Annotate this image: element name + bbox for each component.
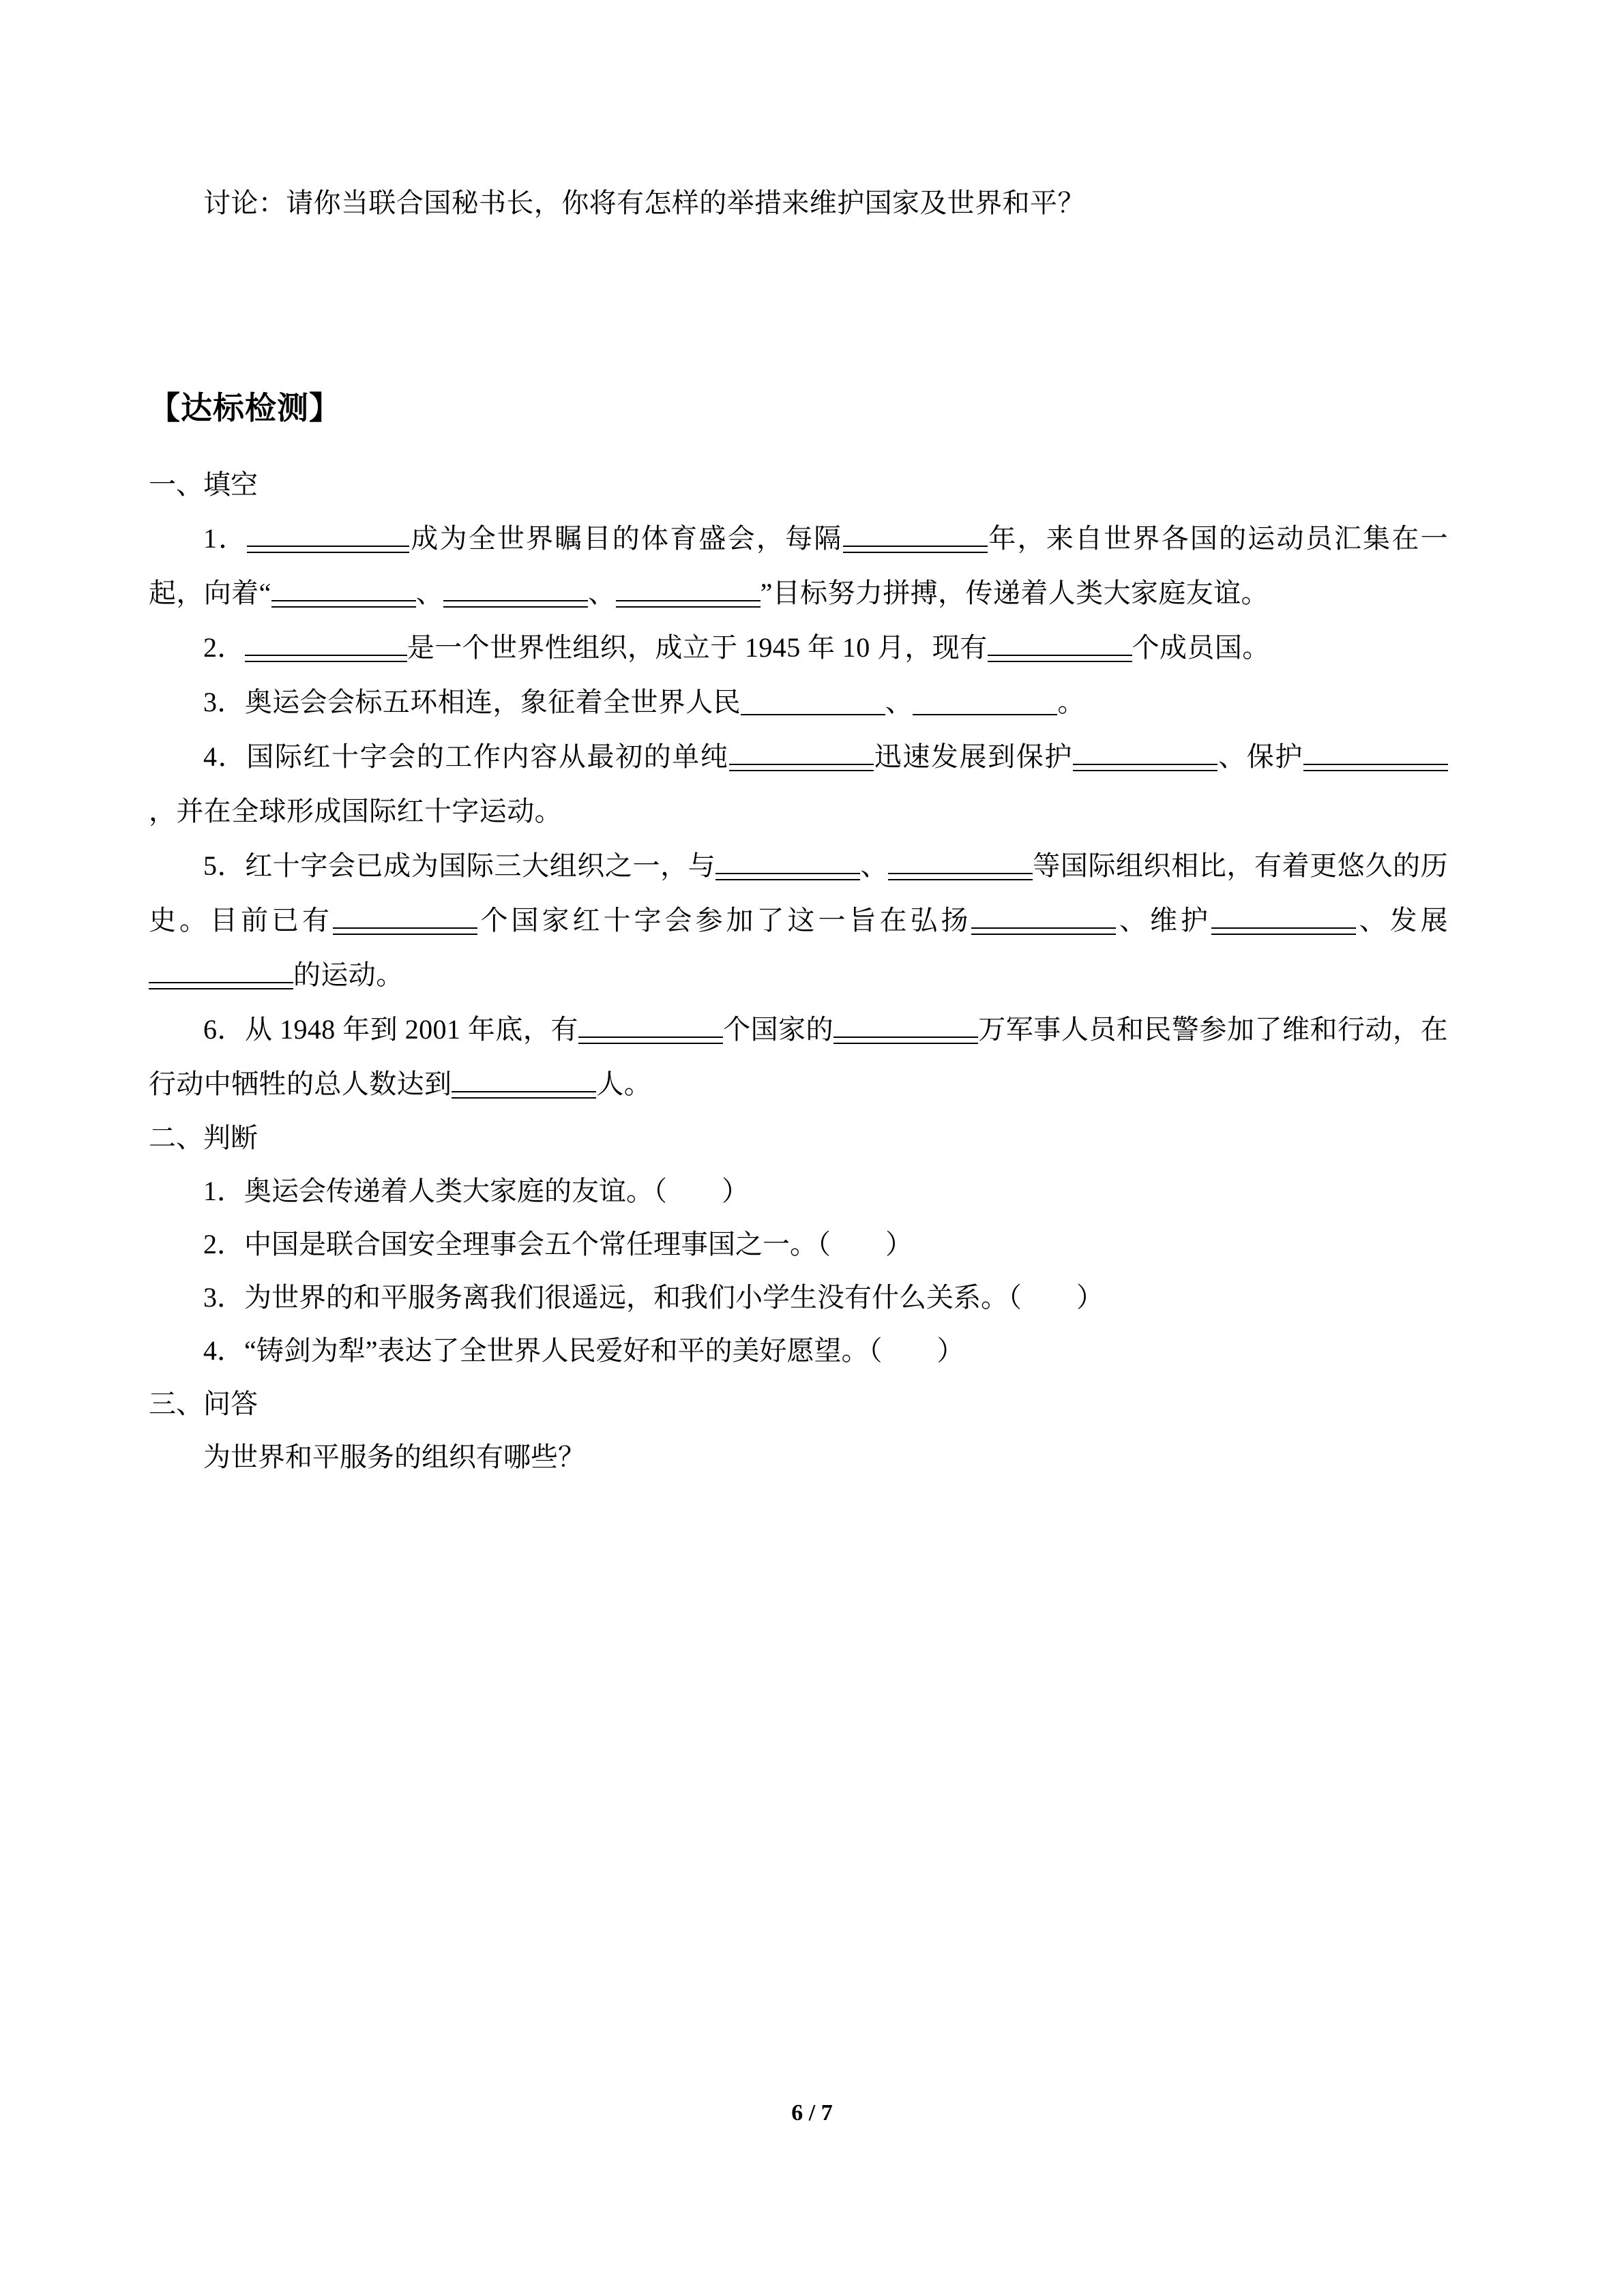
q3-text-3: 。 — [1057, 687, 1085, 717]
q6-blank-2[interactable] — [833, 1011, 978, 1039]
q3-text-2: 、 — [885, 687, 913, 717]
fill-in-question-5 — [149, 839, 1448, 1002]
q3-text-1: 奥运会会标五环相连，象征着全世界人民 — [244, 687, 741, 717]
heading-gap — [149, 434, 1448, 458]
q1-text-2: 年，来自世界各国的运动员汇集在一起，向着“ — [149, 523, 1448, 608]
q1-text-1: 成为全世界瞩目的体育盛会，每隔 — [409, 523, 843, 554]
fill-in-question-6 — [149, 1002, 1448, 1112]
q2-blank-2[interactable] — [988, 629, 1132, 657]
q5-number: 5． — [203, 850, 246, 881]
section-label-short-answer: 三、问答 — [149, 1388, 258, 1419]
q6-text-4: 人。 — [596, 1069, 652, 1099]
q5-text-1: 红十字会已成为国际三大组织之一，与 — [245, 850, 716, 881]
q2-text-1: 是一个世界性组织，成立于 1945 年 10 月，现有 — [407, 632, 988, 663]
q4-text-2: 迅速发展到保护 — [873, 741, 1073, 772]
exam-heading: 【达标检测】 — [149, 391, 341, 426]
page-number: 6 / 7 — [791, 2100, 833, 2126]
q4-blank-1[interactable] — [729, 739, 874, 766]
q5-blank-2[interactable] — [888, 848, 1033, 875]
q4-text-3: 、保护 — [1217, 741, 1303, 772]
fill-in-question-3 — [149, 675, 1448, 730]
q2-blank-1[interactable] — [245, 629, 407, 657]
q5-text-6: 、发展 — [1356, 905, 1449, 936]
fill-in-question-1 — [149, 511, 1448, 621]
q1-blank-3[interactable] — [271, 575, 416, 602]
q1-blank-5[interactable] — [616, 575, 761, 602]
q1-text-5: ”目标努力拼搏，传递着人类大家庭友谊。 — [760, 578, 1269, 608]
q1-number: 1． — [203, 523, 248, 554]
q5-blank-3[interactable] — [333, 902, 477, 929]
q4-blank-2[interactable] — [1073, 739, 1217, 766]
q5-text-7: 的运动。 — [293, 959, 404, 990]
q5-blank-4[interactable] — [971, 902, 1116, 929]
section-label-fill-in: 一、填空 — [149, 469, 258, 500]
discussion-prompt: 讨论：请你当联合国秘书长，你将有怎样的举措来维护国家及世界和平？ — [203, 188, 1085, 218]
q5-blank-6[interactable] — [149, 957, 293, 984]
q1-text-4: 、 — [588, 578, 616, 608]
short-answer-item-1: 为世界和平服务的组织有哪些？ — [203, 1442, 585, 1472]
q4-text-1: 国际红十字会的工作内容从最初的单纯 — [246, 741, 729, 772]
q3-number: 3． — [203, 687, 245, 717]
true-false-item-3: 3．为世界的和平服务离我们很遥远，和我们小学生没有什么关系。（ ） — [203, 1282, 1104, 1313]
section-label-true-false: 二、判断 — [149, 1122, 258, 1153]
fill-in-question-2 — [149, 621, 1448, 675]
top-spacer — [149, 0, 1448, 176]
q6-text-1: 从 1948 年到 2001 年底，有 — [245, 1014, 578, 1045]
q1-blank-4[interactable] — [443, 575, 588, 602]
q3-blank-1[interactable] — [741, 684, 885, 711]
q6-number: 6． — [203, 1014, 246, 1045]
page-content — [149, 0, 1448, 1484]
q2-number: 2． — [203, 632, 245, 663]
q5-text-5: 、维护 — [1116, 905, 1212, 936]
true-false-item-4: 4．“铸剑为犁”表达了全世界人民爱好和平的美好愿望。（ ） — [203, 1335, 964, 1366]
q1-blank-1[interactable] — [247, 520, 409, 548]
q5-blank-1[interactable] — [715, 848, 860, 875]
q6-text-2: 个国家的 — [722, 1014, 834, 1045]
q1-blank-2[interactable] — [843, 520, 988, 548]
blank-answer-area — [149, 230, 1448, 383]
q5-text-2: 、 — [860, 850, 889, 881]
q4-text-4: ，并在全球形成国际红十字运动。 — [149, 796, 562, 826]
q6-blank-1[interactable] — [578, 1011, 723, 1039]
page-footer — [0, 2100, 1624, 2126]
q5-text-3: 等国际组织相比，有着更悠久的历史。目前已有 — [149, 850, 1448, 936]
true-false-item-2: 2．中国是联合国安全理事会五个常任理事国之一。（ ） — [203, 1229, 913, 1259]
q2-text-2: 个成员国。 — [1132, 632, 1270, 663]
q3-blank-2[interactable] — [913, 684, 1057, 711]
true-false-item-1: 1．奥运会传递着人类大家庭的友谊。（ ） — [203, 1176, 749, 1206]
q6-text-3: 万军事人员和民警参加了维和行动，在行动中牺牲的总人数达到 — [149, 1014, 1448, 1099]
q5-blank-5[interactable] — [1211, 902, 1356, 929]
q1-text-3: 、 — [415, 578, 444, 608]
q4-number: 4． — [203, 741, 247, 772]
fill-in-question-4 — [149, 730, 1448, 839]
q4-blank-3[interactable] — [1303, 739, 1448, 766]
q6-blank-3[interactable] — [452, 1066, 596, 1093]
q5-text-4: 个国家红十字会参加了这一旨在弘扬 — [477, 905, 972, 936]
